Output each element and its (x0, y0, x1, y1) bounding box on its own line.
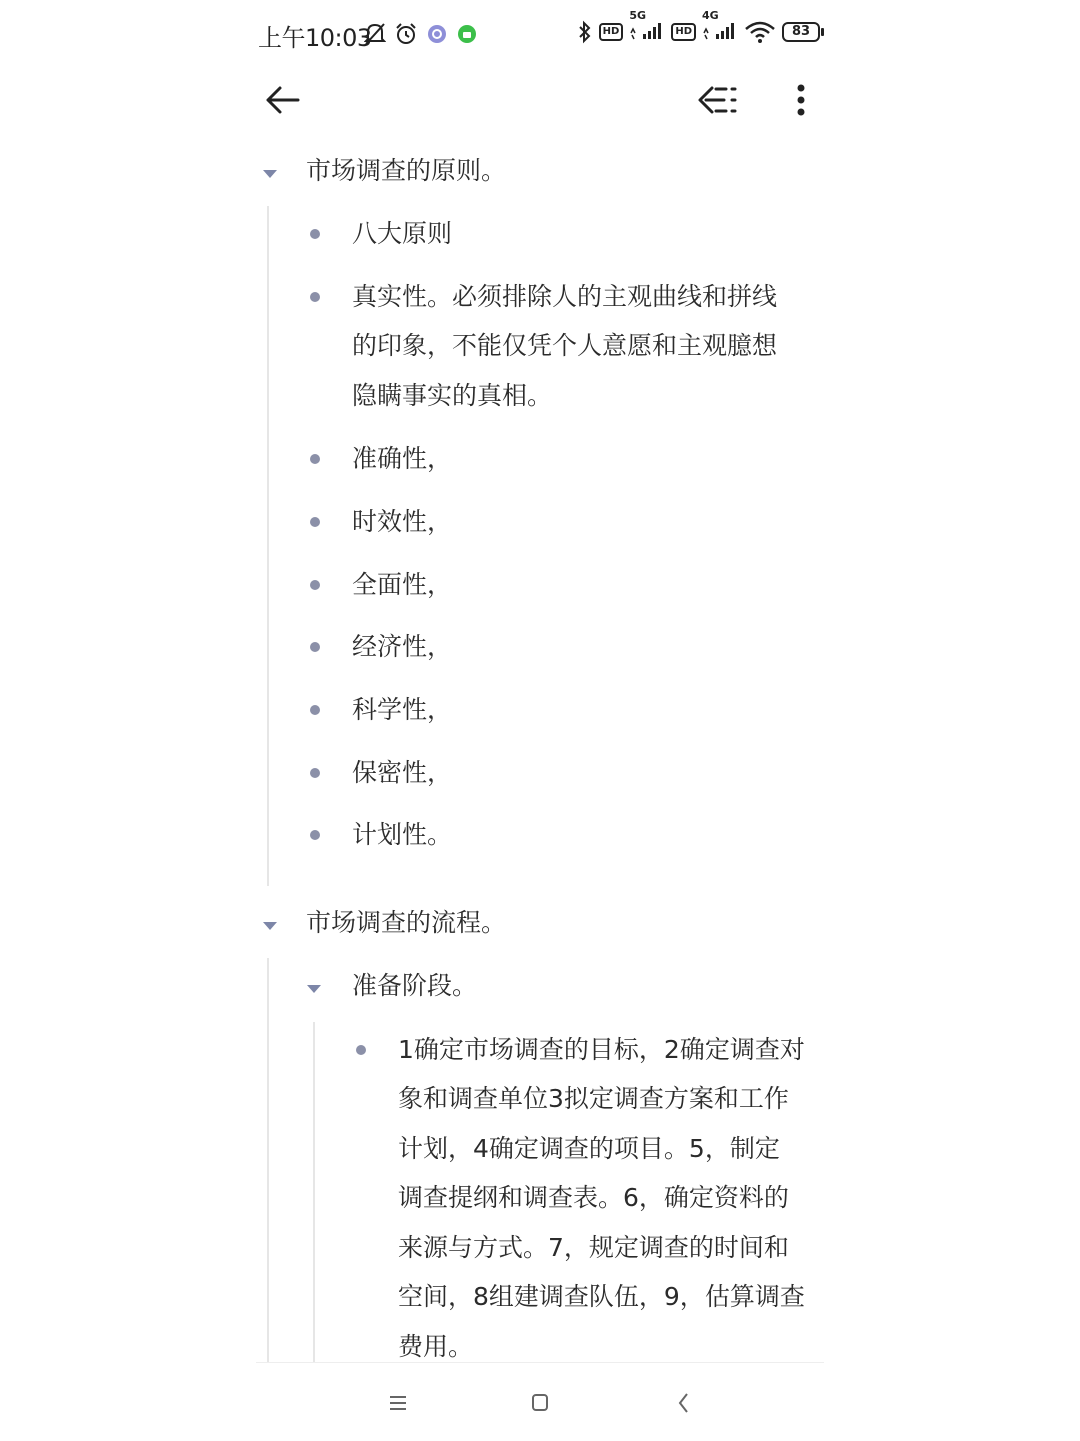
indent-guide-line (267, 958, 269, 1362)
menu-icon (378, 1385, 418, 1421)
status-bar (256, 0, 824, 70)
outline-view-button[interactable] (694, 78, 740, 122)
outline-item-line[interactable]: 费用。 (398, 1332, 474, 1361)
collapse-toggle[interactable] (260, 164, 280, 184)
outline-item-line[interactable]: 的印象，不能仅凭个人意愿和主观臆想 (352, 331, 778, 360)
outline-item[interactable]: 科学性， (352, 695, 453, 724)
top-toolbar (256, 70, 824, 130)
bullet-dot (310, 768, 320, 778)
system-nav-bar (256, 1362, 824, 1441)
bullet-dot (310, 292, 320, 302)
outline-item[interactable]: 时效性， (352, 507, 453, 536)
collapse-toggle[interactable] (304, 979, 324, 999)
arrow-left-icon (260, 78, 304, 122)
outline-item[interactable]: 准确性， (352, 444, 453, 473)
bullet-dot (310, 642, 320, 652)
bullet-dot (310, 705, 320, 715)
outline-item-line[interactable]: 计划，4确定调查的项目。5，制定 (398, 1134, 780, 1163)
bullet-dot (310, 229, 320, 239)
outline-item-line[interactable]: 隐瞒事实的真相。 (352, 381, 553, 410)
outline-item[interactable]: 计划性。 (352, 820, 453, 849)
outline-item-line[interactable]: 空间，8组建调查队伍，9，估算调查 (398, 1282, 805, 1311)
collapse-toggle[interactable] (260, 916, 280, 936)
bullet-dot (310, 454, 320, 464)
back-icon (664, 1385, 704, 1421)
bell-off-icon (364, 22, 386, 46)
android-icon (456, 23, 478, 45)
outline-item[interactable]: 保密性， (352, 758, 453, 787)
triangle-down-icon (260, 164, 280, 184)
indent-guide-line (313, 1022, 315, 1362)
network-4g-label: 4G (702, 8, 719, 22)
more-vertical-icon (786, 78, 816, 122)
status-time: 上午10:03 (258, 24, 372, 52)
outline-content (256, 140, 824, 1362)
bullet-dot (310, 580, 320, 590)
outline-view-icon (694, 78, 740, 122)
bluetooth-icon (577, 20, 593, 44)
nav-home-button[interactable] (520, 1385, 560, 1421)
home-icon (520, 1385, 560, 1421)
bullet-dot (356, 1045, 366, 1055)
outline-item-line[interactable]: 来源与方式。7，规定调查的时间和 (398, 1233, 789, 1262)
back-button[interactable] (260, 78, 304, 122)
network-5g-label: 5G (629, 8, 647, 22)
app-screen (256, 0, 824, 1440)
status-right-icons (577, 8, 820, 44)
more-options-button[interactable] (786, 78, 816, 122)
hd-icon: HD (671, 23, 696, 41)
nav-back-button[interactable] (664, 1385, 704, 1421)
outline-item[interactable]: 八大原则 (352, 219, 453, 248)
battery-indicator: 83 (782, 22, 820, 42)
signal-5g-icon (629, 8, 665, 44)
signal-4g-icon (702, 8, 738, 44)
app-notification-icon (426, 23, 448, 45)
section-title[interactable]: 市场调查的流程。 (306, 908, 507, 937)
triangle-down-icon (304, 979, 324, 999)
outline-item-line[interactable]: 真实性。必须排除人的主观曲线和拼线 (352, 282, 778, 311)
outline-item[interactable]: 经济性， (352, 632, 453, 661)
indent-guide-line (267, 206, 269, 886)
outline-item-line[interactable]: 1确定市场调查的目标，2确定调查对 (398, 1035, 805, 1064)
bullet-dot (310, 517, 320, 527)
nav-menu-button[interactable] (378, 1385, 418, 1421)
wifi-icon (744, 20, 776, 44)
section-title[interactable]: 市场调查的原则。 (306, 156, 507, 185)
outline-item[interactable]: 全面性， (352, 570, 453, 599)
alarm-icon (394, 22, 418, 46)
status-left-icons (364, 22, 478, 46)
bullet-dot (310, 830, 320, 840)
triangle-down-icon (260, 916, 280, 936)
outline-item-line[interactable]: 调查提纲和调查表。6，确定资料的 (398, 1183, 789, 1212)
outline-item-line[interactable]: 象和调查单位3拟定调查方案和工作 (398, 1084, 789, 1113)
subsection-title[interactable]: 准备阶段。 (352, 971, 478, 1000)
hd-icon: HD (599, 23, 624, 41)
